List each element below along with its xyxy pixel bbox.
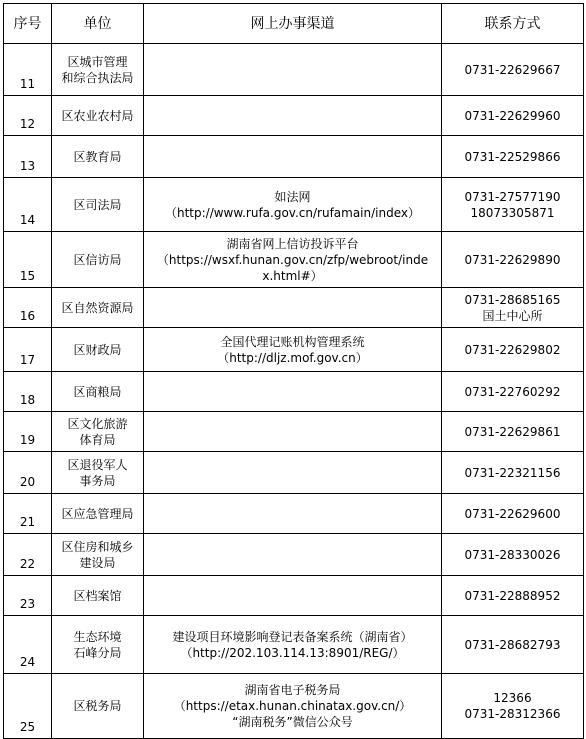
row-unit — [52, 44, 144, 96]
row-channel-line: （http://dljz.mof.gov.cn） — [217, 350, 368, 365]
row-unit-line: 事务局 — [79, 473, 116, 488]
row-unit — [52, 288, 144, 328]
row-seq: 19 — [4, 412, 52, 452]
row-seq: 14 — [4, 178, 52, 232]
row-contact — [442, 576, 584, 616]
row-contact — [442, 178, 584, 232]
row-unit-line: 体育局 — [79, 432, 116, 447]
row-unit — [52, 576, 144, 616]
table-row — [4, 178, 584, 232]
row-channel — [144, 412, 442, 452]
table-row — [4, 452, 584, 494]
row-contact-line: 0731-22629600 — [464, 506, 561, 521]
row-contact — [442, 136, 584, 178]
row-channel-line: x.html#） — [262, 268, 323, 283]
row-contact — [442, 616, 584, 674]
row-unit — [52, 494, 144, 534]
row-unit-line: 石峰分局 — [73, 645, 122, 660]
row-channel — [144, 534, 442, 576]
row-contact — [442, 674, 584, 739]
table-row — [4, 494, 584, 534]
row-channel — [144, 674, 442, 739]
row-unit — [52, 372, 144, 412]
row-contact-line: 0731-22629861 — [464, 424, 561, 439]
row-unit — [52, 534, 144, 576]
row-contact-line: 0731-22629890 — [464, 252, 561, 267]
row-contact-line: 0731-22629667 — [464, 62, 561, 77]
row-channel — [144, 452, 442, 494]
row-seq: 23 — [4, 576, 52, 616]
row-contact-line: 0731-28312366 — [464, 707, 561, 721]
row-channel — [144, 136, 442, 178]
row-channel-line: （https://wsxf.hunan.gov.cn/zfp/webroot/inde — [156, 252, 429, 267]
row-unit — [52, 96, 144, 136]
row-seq: 18 — [4, 372, 52, 412]
row-unit — [52, 136, 144, 178]
header-contact: 联系方式 — [442, 4, 584, 44]
row-contact-line: 0731-28682793 — [464, 637, 561, 652]
row-unit-line: 区农业农村局 — [61, 108, 134, 123]
row-contact-line: 0731-22760292 — [464, 384, 561, 399]
row-channel — [144, 96, 442, 136]
table-row — [4, 328, 584, 372]
row-unit — [52, 616, 144, 674]
row-contact — [442, 372, 584, 412]
row-unit-line: 区商粮局 — [73, 384, 122, 399]
office-channels-table — [3, 3, 584, 739]
row-unit-line: 区文化旅游 — [67, 416, 128, 431]
row-seq: 15 — [4, 232, 52, 288]
header-seq: 序号 — [4, 4, 52, 44]
row-channel — [144, 372, 442, 412]
row-unit-line: 区自然资源局 — [61, 300, 134, 315]
table-row — [4, 372, 584, 412]
row-channel — [144, 178, 442, 232]
row-contact — [442, 534, 584, 576]
row-seq: 17 — [4, 328, 52, 372]
row-seq: 21 — [4, 494, 52, 534]
row-channel-line: 全国代理记账机构管理系统 — [220, 334, 365, 349]
row-unit-line: 区退役军人 — [67, 457, 128, 472]
row-channel-line: “湖南税务”微信公众号 — [232, 715, 353, 729]
table-body — [4, 44, 584, 739]
row-unit — [52, 412, 144, 452]
row-contact — [442, 494, 584, 534]
row-seq: 11 — [4, 44, 52, 96]
row-contact-line: 12366 — [493, 691, 532, 705]
row-contact-line: 0731-28330026 — [464, 547, 561, 562]
row-contact — [442, 288, 584, 328]
row-contact-line: 18073305871 — [470, 205, 555, 220]
row-channel — [144, 288, 442, 328]
row-channel-line: （https://etax.hunan.chinatax.gov.cn/） — [173, 699, 412, 713]
row-unit — [52, 178, 144, 232]
row-channel-line: 湖南省网上信访投诉平台 — [226, 236, 359, 251]
table-row — [4, 288, 584, 328]
row-seq: 22 — [4, 534, 52, 576]
row-seq: 16 — [4, 288, 52, 328]
row-channel — [144, 44, 442, 96]
table-row — [4, 674, 584, 739]
row-contact — [442, 232, 584, 288]
row-channel — [144, 328, 442, 372]
row-channel-line: （http://202.103.114.13:8901/REG/） — [180, 645, 405, 660]
row-channel — [144, 232, 442, 288]
table-row — [4, 136, 584, 178]
row-contact — [442, 328, 584, 372]
row-contact — [442, 44, 584, 96]
row-channel — [144, 494, 442, 534]
row-seq: 12 — [4, 96, 52, 136]
row-contact-line: 0731-22529866 — [464, 149, 561, 164]
row-unit-line: 生态环境 — [73, 629, 122, 644]
row-unit — [52, 452, 144, 494]
row-unit-line: 区税务局 — [73, 699, 122, 713]
table-row — [4, 44, 584, 96]
table-row — [4, 534, 584, 576]
row-unit-line: 区财政局 — [73, 342, 122, 357]
table-row — [4, 412, 584, 452]
row-unit-line: 区城市管理 — [67, 54, 128, 69]
row-unit — [52, 674, 144, 739]
row-unit-line: 区住房和城乡 — [61, 539, 134, 554]
row-unit-line: 区信访局 — [73, 252, 122, 267]
row-contact-line: 国土中心所 — [482, 308, 543, 323]
row-channel-line: 湖南省电子税务局 — [244, 683, 341, 697]
row-channel — [144, 616, 442, 674]
row-contact-line: 0731-22321156 — [464, 465, 561, 480]
row-contact-line: 0731-27577190 — [464, 189, 561, 204]
row-contact-line: 0731-22888952 — [464, 588, 561, 603]
row-unit-line: 区档案馆 — [73, 588, 122, 603]
row-seq: 20 — [4, 452, 52, 494]
row-unit-line: 和综合执法局 — [61, 70, 134, 85]
row-channel — [144, 576, 442, 616]
header-unit: 单位 — [52, 4, 144, 44]
row-channel-line: 如法网 — [274, 189, 311, 204]
row-contact — [442, 412, 584, 452]
row-contact — [442, 96, 584, 136]
table-row — [4, 232, 584, 288]
row-unit — [52, 232, 144, 288]
table-row — [4, 616, 584, 674]
row-seq: 25 — [4, 674, 52, 739]
row-contact — [442, 452, 584, 494]
row-channel-line: 建设项目环境影响登记表备案系统（湖南省） — [172, 629, 413, 644]
row-seq: 24 — [4, 616, 52, 674]
row-contact-line: 0731-28685165 — [464, 292, 561, 307]
header-channel: 网上办事渠道 — [144, 4, 442, 44]
row-unit-line: 区司法局 — [73, 197, 122, 212]
row-unit-line: 区教育局 — [73, 149, 122, 164]
row-channel-line: （http://www.rufa.gov.cn/rufamain/index） — [164, 205, 420, 220]
table-row — [4, 96, 584, 136]
row-unit-line: 建设局 — [79, 555, 116, 570]
header-row — [4, 4, 584, 44]
table-row — [4, 576, 584, 616]
row-contact-line: 0731-22629802 — [464, 342, 561, 357]
row-unit — [52, 328, 144, 372]
row-seq: 13 — [4, 136, 52, 178]
row-contact-line: 0731-22629960 — [464, 108, 561, 123]
row-unit-line: 区应急管理局 — [61, 506, 134, 521]
